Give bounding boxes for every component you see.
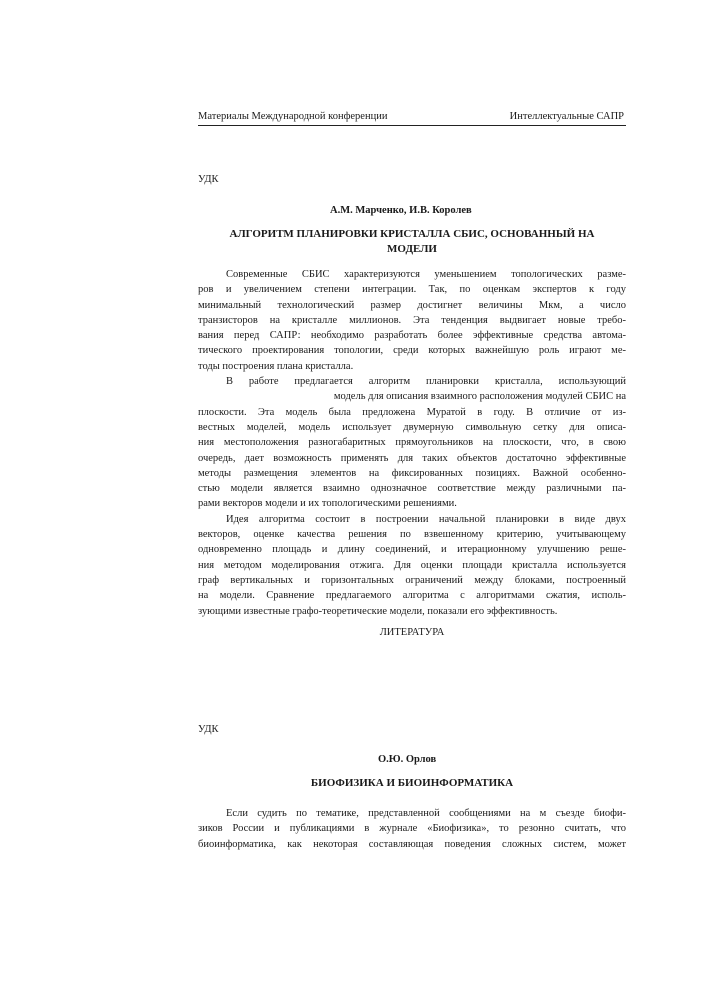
body-line: зующими известные графо-теоретические модели, показали его эффективность. <box>198 605 558 617</box>
body-line: биоинформатика, как некоторая составляющая поведения сложных систем, может <box>198 838 626 850</box>
body-line: зиков России и публикациями в журнале «Биофизика», то резонно считать, что <box>198 823 626 835</box>
body-line: очередь, дает возможность применять для таких объектов достаточно эффективные <box>198 452 626 464</box>
body-line: тического проектирования топологии, среди которых важнейшую роль играют ме- <box>198 345 626 357</box>
body-line: Если судить по тематике, представленной сообщениями на м съезде биофи- <box>226 808 626 819</box>
article-title-1 <box>198 227 626 257</box>
body-line: транзисторов на кристалле миллионов. Эта тенденция выдвигает новые требо- <box>198 314 626 326</box>
article-title-2: БИОФИЗИКА И БИОИНФОРМАТИКА <box>310 777 514 789</box>
body-line: вестных моделей, модель использует двумерную символьную сетку для описа- <box>198 421 626 433</box>
body-line: вания перед САПР: необходимо разработать более эффективные средства автома- <box>198 330 626 342</box>
body-line: стью модели является взаимно однозначное соответствие между различными па- <box>198 483 626 495</box>
body-line: плоскости. Эта модель была предложена Муратой в году. В отличие от из- <box>198 406 626 418</box>
article-body-1 <box>198 267 626 619</box>
title-line-2: МОДЕЛИ <box>387 243 437 255</box>
body-line: модель для описания взаимного расположения модулей СБИС на <box>333 391 626 403</box>
body-line: одновременно площадь и длину соединений, и итерационному улучшению реше- <box>198 544 626 556</box>
title-line-1: АЛГОРИТМ ПЛАНИРОВКИ КРИСТАЛЛА СБИС, ОСНОВАННЫЙ НА <box>229 228 595 240</box>
body-line: ния методом моделирования отжига. Для оценки площади кристалла используется <box>198 559 626 571</box>
body-line: тоды построения плана кристалла. <box>198 360 354 372</box>
body-line: ров и увеличением степени интеграции. Так, по оценкам экспертов к году <box>198 284 626 296</box>
body-line: на модели. Сравнение предлагаемого алгоритма с алгоритмами сжатия, исполь- <box>198 590 626 602</box>
body-line: векторов, оценке качества решения по взвешенному критерию, учитывающему <box>198 529 626 541</box>
body-line: методы размещения элементов на фиксированных позициях. Важной особенно- <box>198 467 626 479</box>
body-line: В работе предлагается алгоритм планировки кристалла, использующий <box>226 376 626 388</box>
literature-heading: ЛИТЕРАТУРА <box>379 627 445 638</box>
body-line: ния местоположения разногабаритных прямоугольников на плоскости, что, в свою <box>198 437 626 449</box>
udk-label-2: УДК <box>198 724 219 735</box>
article-body-2 <box>198 806 626 852</box>
author-2: О.Ю. Орлов <box>378 754 437 765</box>
authors-1: А.М. Марченко, И.В. Королев <box>330 205 472 216</box>
body-line: Идея алгоритма состоит в построении начальной планировки в виде двух <box>226 513 626 525</box>
header-left: Материалы Международной конференции <box>198 111 388 122</box>
body-line: Современные СБИС характеризуются уменьшением топологических разме- <box>226 269 626 280</box>
header-right: Интеллектуальные САПР <box>509 111 624 122</box>
udk-label-1: УДК <box>198 174 219 185</box>
body-line: минимальный технологический размер достигнет величины Мкм, а число <box>198 299 626 311</box>
body-line: рами векторов модели и их топологическими решениями. <box>198 498 457 510</box>
body-line: граф вертикальных и горизонтальных ограничений между блоками, построенный <box>198 574 626 586</box>
running-header <box>198 111 626 126</box>
